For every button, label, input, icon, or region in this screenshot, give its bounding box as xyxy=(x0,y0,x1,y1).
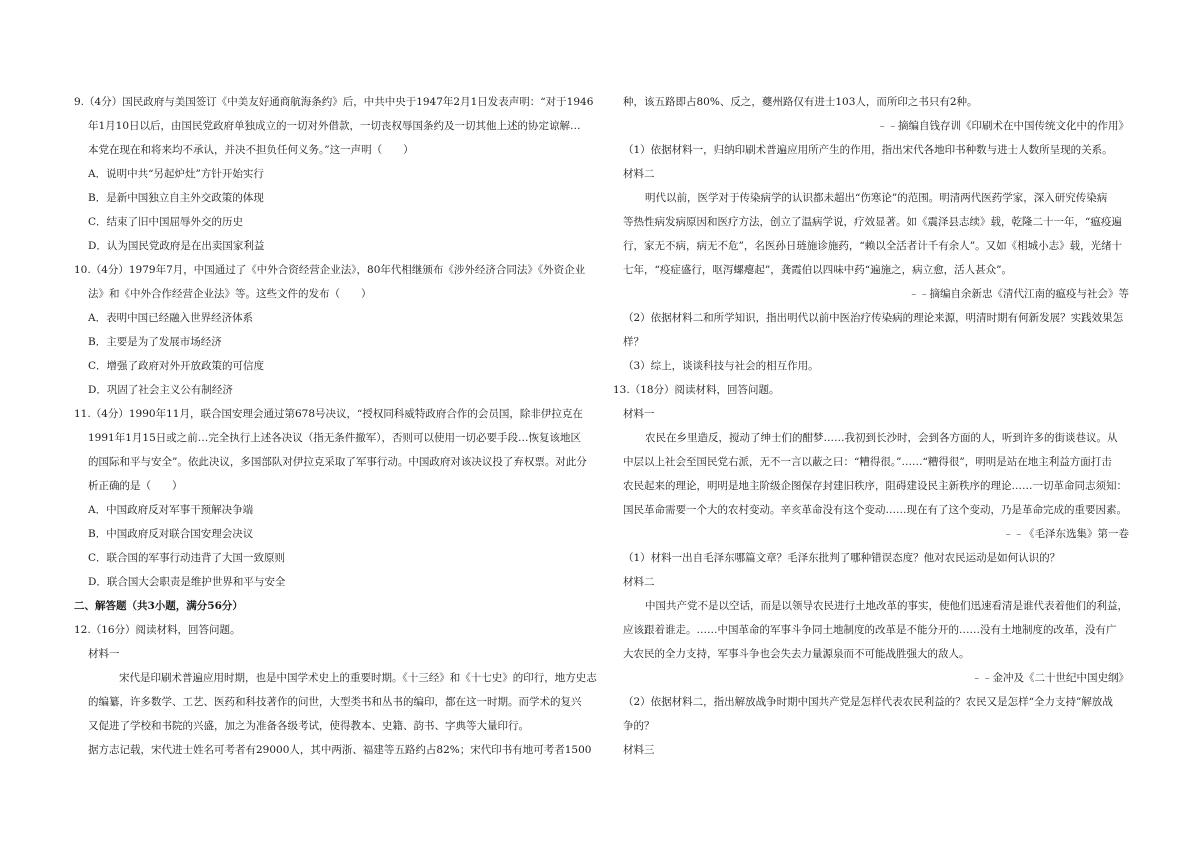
right-text-line: （1）材料一出自毛泽东哪篇文章？毛泽东批判了哪种错误态度？他对农民运动是如何认识的？ xyxy=(623,552,1061,564)
left-text-line: 又促进了学校和书院的兴盛，加之为准备各级考试，使得教本、史籍、韵书、字典等大量印行。 xyxy=(88,720,529,732)
left-text-line: B．主要是为了发展市场经济 xyxy=(88,336,222,348)
left-text-line: B．中国政府反对联合国安理会决议 xyxy=(88,528,254,540)
left-text-line: 12.（16分）阅读材料，回答问题。 xyxy=(74,624,241,636)
right-text-line: 材料二 xyxy=(623,168,655,180)
left-text-line: 材料一 xyxy=(88,648,120,660)
right-text-line: 行，家无不病，病无不危”，名医孙日琏施诊施药，“赖以全活者计千有余人”。又如《相城小志》载，光绪十 xyxy=(623,240,1123,252)
left-text-line: A．说明中共“另起炉灶”方针开始实行 xyxy=(88,168,264,180)
left-text-line: 析正确的是（ ） xyxy=(88,480,183,492)
right-text-line: 明代以前，医学对于传染病学的认识都未超出“伤寒论”的范围。明清两代医药学家，深入研究传染病 xyxy=(645,192,1108,204)
left-text-line: C．结束了旧中国屈辱外交的历史 xyxy=(88,216,244,228)
left-text-line: 的编纂，许多数学、工艺、医药和科技著作的问世，大型类书和丛书的编印，都在这一时期。而学术的复兴 xyxy=(88,696,582,708)
right-text-line: 材料一 xyxy=(623,408,655,420)
right-text-line: 材料三 xyxy=(623,744,655,756)
right-text-line: 大农民的全力支持，军事斗争也会失去力量源泉而不可能战胜强大的敌人。 xyxy=(623,648,970,660)
left-text-line: D．认为国民党政府是在出卖国家利益 xyxy=(88,240,265,252)
right-text-line: 国民革命需要一个大的农村变动。辛亥革命没有这个变动……现在有了这个变动，乃是革命完成的重要因素。 xyxy=(623,504,1127,516)
right-column xyxy=(613,90,1129,762)
left-text-line: 的国际和平与安全”。依此决议，多国部队对伊拉克采取了军事行动。中国政府对该决议投了弃权票。对此分 xyxy=(88,456,587,468)
right-text-line: （2）依据材料二和所学知识，指出明代以前中医治疗传染病的理论来源，明清时期有何新发展？实践效果怎 xyxy=(623,312,1124,324)
right-text-line: 13.（18分）阅读材料，回答问题。 xyxy=(613,384,780,396)
right-text-line: ﹣﹣《毛泽东选集》第一卷 xyxy=(1003,528,1129,540)
right-text-line: 七年，“疫症盛行，呕泻螺瘪起”，龚霞伯以四味中药“遍施之，病立愈，活人甚众”。 xyxy=(623,264,1012,276)
left-text-line: 据方志记载，宋代进士姓名可考者有29000人，其中两浙、福建等五路约占82%；宋代印书有地可考者1500 xyxy=(88,744,592,756)
left-text-line: 宋代是印刷术普遍应用时期，也是中国学术史上的重要时期。《十三经》和《十七史》的印行，地方史志 xyxy=(119,672,597,684)
right-text-line: 样？ xyxy=(623,336,644,348)
right-text-line: 种，该五路即占80%、反之，夔州路仅有进士103人，而所印之书只有2种。 xyxy=(623,96,978,108)
right-text-line: 等热性病发病原因和医疗方法，创立了温病学说，疗效显著。如《震泽县志续》载，乾隆二十一年，“瘟疫遍 xyxy=(623,216,1122,228)
right-text-line: 农民起来的理论，明明是地主阶级企图保存封建旧秩序，阻碍建设民主新秩序的理论……一切革命同志须知： xyxy=(623,480,1127,492)
right-text-line: 应该跟着谁走。……中国革命的军事斗争同土地制度的改革是不能分开的……没有土地制度的改革，没有广 xyxy=(623,624,1117,636)
left-text-line: A．中国政府反对军事干预解决争端 xyxy=(88,504,254,516)
left-text-line: A．表明中国已经融入世界经济体系 xyxy=(88,312,254,324)
left-text-line: D．联合国大会职责是维护世界和平与安全 xyxy=(88,576,286,588)
left-text-line: 二、解答题（共3小题，满分56分） xyxy=(74,600,243,612)
left-text-line: 本党在现在和将来均不承认，并决不担负任何义务。”这一声明（ ） xyxy=(88,144,414,156)
left-text-line: 1991年1月15日或之前…完全执行上述各决议（指无条件撤军），否则可以使用一切必要手段…恢复该地区 xyxy=(88,432,582,444)
left-text-line: 9.（4分）国民政府与美国签订《中美友好通商航海条约》后，中共中央于1947年2月1日发表声明：“对于1946 xyxy=(74,96,594,108)
right-text-line: （3）综上，谈谈科技与社会的相互作用。 xyxy=(623,360,819,372)
left-text-line: D．巩固了社会主义公有制经济 xyxy=(88,384,233,396)
left-column xyxy=(74,90,597,762)
left-text-line: C．联合国的军事行动违背了大国一致原则 xyxy=(88,552,286,564)
right-text-line: 中国共产党不是以空话，而是以领导农民进行土地改革的事实，使他们迅速看清是谁代表着他们的利益， xyxy=(645,600,1128,612)
right-text-line: 中层以上社会至国民党右派，无不一言以蔽之曰：“糟得很。”……“糟得很”，明明是站在地主利益方面打击 xyxy=(623,456,1112,468)
right-text-line: ﹣﹣摘编自钱存训《印刷术在中国传统文化中的作用》 xyxy=(877,120,1129,132)
left-text-line: 10.（4分）1979年7月，中国通过了《中外合资经营企业法》，80年代相继颁布《涉外经济合同法》《外资企业 xyxy=(74,264,586,276)
right-text-line: ﹣﹣摘编自余新忠《清代江南的瘟疫与社会》等 xyxy=(908,288,1129,300)
right-text-line: （2）依据材料二，指出解放战争时期中国共产党是怎样代表农民利益的？农民又是怎样“全力支持”解放战 xyxy=(623,696,1113,708)
right-text-line: （1）依据材料一，归纳印刷术普遍应用所产生的作用，指出宋代各地印书种数与进士人数所呈现的关系。 xyxy=(623,144,1113,156)
right-text-line: 争的？ xyxy=(623,720,655,732)
right-text-line: ﹣﹣金冲及《二十世纪中国史纲》 xyxy=(971,672,1129,684)
left-text-line: 年1月10日以后，由国民党政府单独成立的一切对外借款，一切丧权辱国条约及一切其他上述的协定谅解… xyxy=(88,120,581,132)
left-text-line: 11.（4分）1990年11月，联合国安理会通过第678号决议，“授权同科威特政府合作的会员国，除非伊拉克在 xyxy=(74,408,583,420)
left-text-line: B．是新中国独立自主外交政策的体现 xyxy=(88,192,264,204)
left-text-line: C．增强了政府对外开放政策的可信度 xyxy=(88,360,265,372)
right-text-line: 材料二 xyxy=(623,576,655,588)
left-text-line: 法》和《中外合作经营企业法》等。这些文件的发布（ ） xyxy=(88,288,372,300)
right-text-line: 农民在乡里造反，搅动了绅士们的酣梦……我初到长沙时，会到各方面的人，听到许多的街谈巷议。从 xyxy=(645,432,1118,444)
